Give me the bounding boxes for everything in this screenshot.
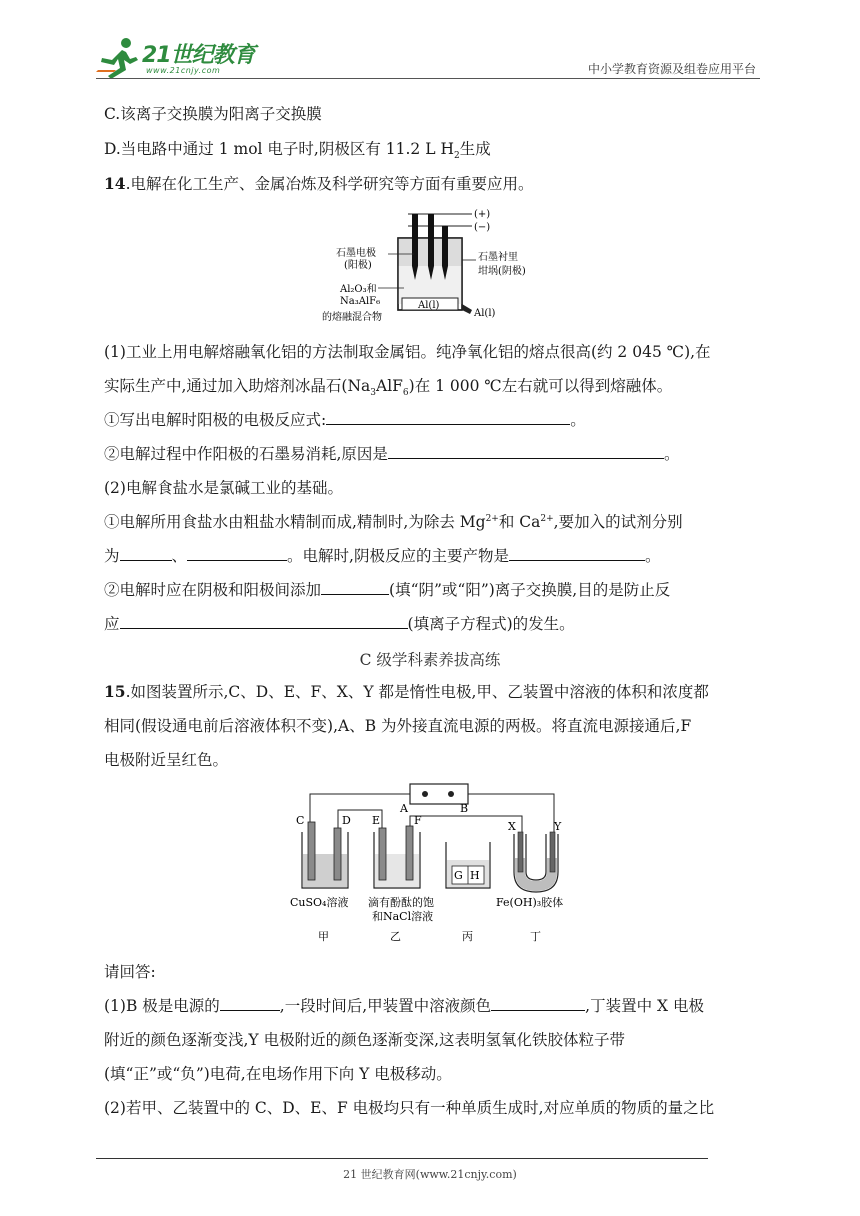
q14-p1-i: ①写出电解时阳极的电极反应式: 。 — [104, 411, 586, 429]
q14-electrolysis-figure — [318, 204, 558, 330]
q14-p1-line2: 实际生产中,通过加入助熔剂冰晶石$(Na_3AlF_6)$在 1 000 ℃左右就可以得到熔融体。 — [104, 377, 673, 399]
melt-label-2: Na₃AlF₆ — [340, 296, 381, 307]
answer-blank[interactable] — [491, 996, 585, 1011]
minus-label: (−) — [474, 222, 491, 233]
lining-label-1: 石墨衬里 — [478, 252, 518, 263]
platform-name: 中小学教育资源及组卷应用平台 — [587, 62, 756, 76]
q14-p1-ii: ②电解过程中作阳极的石墨易消耗,原因是 。 — [104, 445, 680, 463]
q13-option-d: D.当电路中通过 1 mol 电子时,阴极区有 11.2 L $H_2$生成 — [104, 140, 491, 162]
page-header — [96, 30, 760, 82]
terminal-b: B — [460, 802, 469, 815]
vessel-jia: 甲 — [318, 930, 329, 943]
q15-p2: (2)若甲、乙装置中的 C、D、E、F 电极均只有一种单质生成时,对应单质的物质的量之比 — [104, 1099, 715, 1117]
electrode-f: F — [414, 814, 422, 827]
footer-divider — [96, 1158, 708, 1159]
answer-blank[interactable] — [120, 546, 172, 561]
q15-p1-line2: 附近的颜色逐渐变浅,Y 电极附近的颜色逐渐变深,这表明氢氧化铁胶体粒子带 — [104, 1031, 626, 1049]
electrode-e: E — [372, 814, 381, 827]
al-outlet-label: Al(l) — [474, 308, 496, 319]
q13-option-c: C.该离子交换膜为阳离子交换膜 — [104, 105, 322, 123]
q14-p2-ii-cont: 应 (填离子方程式)的发生。 — [104, 615, 575, 633]
anode-label-1: 石墨电极 — [336, 248, 376, 259]
vessel-yi: 乙 — [390, 930, 401, 943]
answer-blank[interactable] — [321, 580, 389, 595]
nacl-label-1: 滴有酚酞的饱 — [368, 896, 434, 909]
melt-label-1: Al₂O₃和 — [340, 284, 377, 295]
answer-prompt: 请回答: — [104, 963, 156, 981]
vessel-bing: 丙 — [462, 930, 473, 943]
section-title: C 级学科素养拔高练 — [359, 651, 501, 669]
header-divider — [96, 78, 760, 79]
electrode-d: D — [342, 814, 351, 827]
cuso4-label: CuSO₄溶液 — [290, 896, 349, 909]
q15-stem-1: 15.如图装置所示,C、D、E、F、X、Y 都是惰性电极,甲、乙装置中溶液的体积和浓度都 — [104, 682, 709, 701]
answer-blank[interactable] — [326, 410, 570, 425]
electrode-c: C — [296, 814, 305, 827]
vessel-ding: 丁 — [530, 930, 541, 943]
anode-label-2: (阳极) — [344, 260, 372, 271]
logo-text: 21世纪教育 — [142, 43, 255, 68]
q15-stem-2: 相同(假设通电前后溶液体积不变),A、B 为外接直流电源的两极。将直流电源接通后,F — [104, 717, 692, 735]
q15-stem-3: 电极附近呈红色。 — [104, 751, 229, 769]
plus-label: (+) — [474, 209, 491, 220]
q15-p1-line3: (填“正”或“负”)电荷,在电场作用下向 Y 电极移动。 — [104, 1065, 452, 1083]
answer-blank[interactable] — [388, 444, 664, 459]
q14-stem: 14.电解在化工生产、金属冶炼及科学研究等方面有重要应用。 — [104, 174, 534, 193]
page-footer: 21 世纪教育网(www.21cnjy.com) — [343, 1168, 517, 1181]
melt-label-3: 的熔融混合物 — [322, 312, 382, 323]
site-logo — [96, 36, 266, 80]
q14-p2-ii: ②电解时应在阴极和阳极间添加 (填“阴”或“阳”)离子交换膜,目的是防止反 — [104, 581, 671, 599]
electrode-x: X — [508, 820, 516, 833]
answer-blank[interactable] — [220, 996, 280, 1011]
answer-blank[interactable] — [120, 614, 408, 629]
terminal-a: A — [400, 802, 408, 815]
electrode-g: G — [454, 869, 463, 882]
answer-blank[interactable] — [187, 546, 287, 561]
nacl-label-2: 和NaCl溶液 — [372, 910, 434, 923]
q15-p1: (1)B 极是电源的 ,一段时间后,甲装置中溶液颜色 ,丁装置中 X 电极 — [104, 997, 704, 1015]
q14-p1-line1: (1)工业上用电解熔融氧化铝的方法制取金属铝。纯净氧化铝的熔点很高(约 2 045 ℃),在 — [104, 343, 711, 361]
lining-label-2: 坩埚(阴极) — [478, 266, 526, 277]
answer-blank[interactable] — [509, 546, 645, 561]
electrode-h: H — [470, 869, 480, 882]
q14-p2: (2)电解食盐水是氯碱工业的基础。 — [104, 479, 343, 497]
feoh3-label: Fe(OH)₃胶体 — [496, 896, 564, 909]
runner-logo-icon — [96, 36, 144, 80]
logo-url: www.21cnjy.com — [146, 66, 221, 75]
q14-p2-i: ①电解所用食盐水由粗盐水精制而成,精制时,为除去 $Mg^{2+}$和 $Ca^{2+}$,要加入的试剂分别 — [104, 513, 683, 531]
q15-apparatus-figure — [286, 780, 586, 946]
q14-p2-i-cont: 为 、 。电解时,阴极反应的主要产物是 。 — [104, 547, 661, 565]
electrode-y: Y — [554, 820, 562, 833]
al-inner-label: Al(l) — [418, 300, 440, 311]
